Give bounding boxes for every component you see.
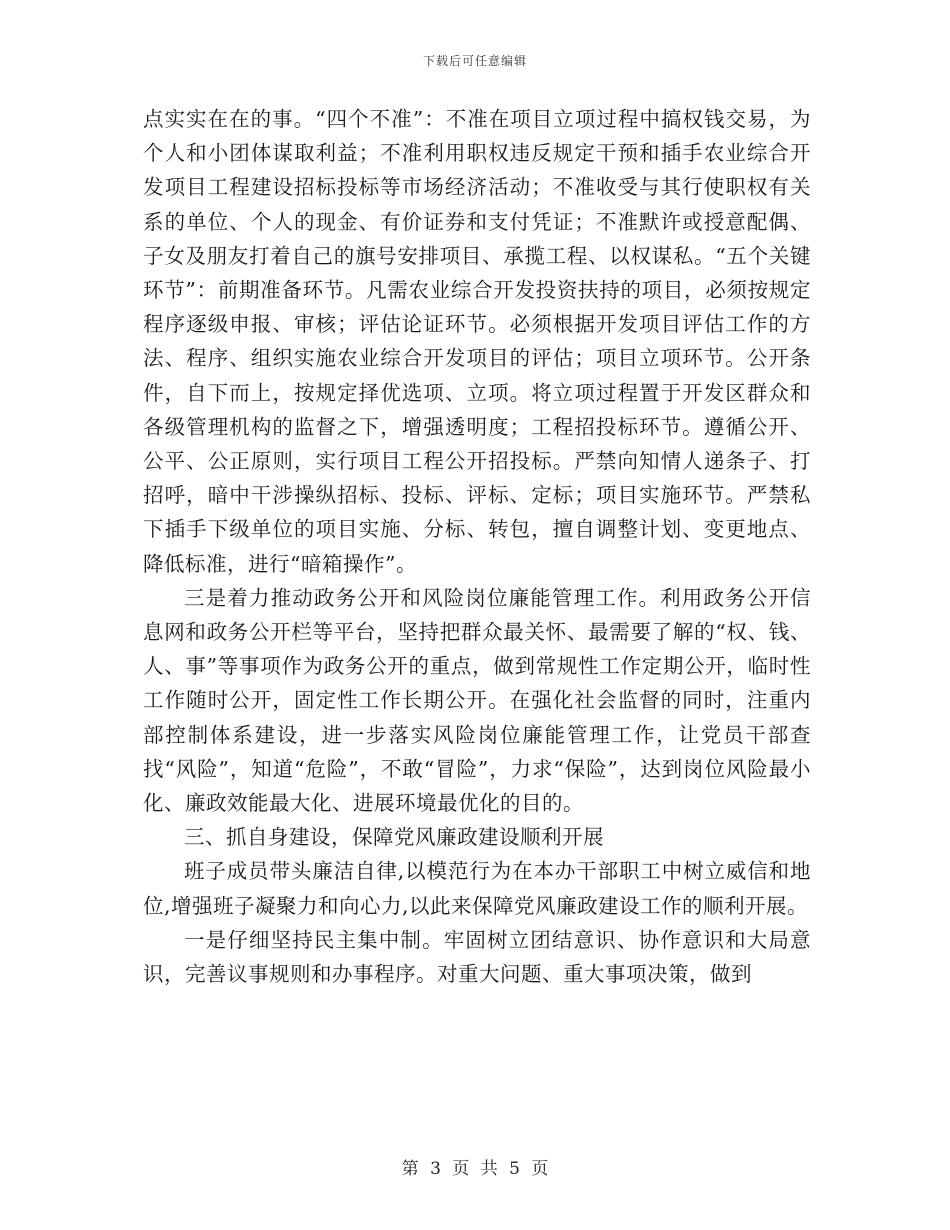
section-heading: 三、抓自身建设，保障党风廉政建设顺利开展 — [184, 825, 604, 850]
page-header: 下载后可任意编辑 — [422, 54, 527, 68]
body-paragraph-2: 三是着力推动政务公开和风险岗位廉能管理工作。利用政务公开信息网和政务公开栏等平台，坚持把群众最关怀、最需要了解的“权、钱、人、事”等事项作为政务公开的重点，做到常规性工作定期公开，临时性工作随时公开，固定性工作长期公开。在强化社会监督的同时，注重内部控制体系建设，进一步落实风险岗位廉能管理工作，让党员干部查找“风险”，知道“危险”，不敢“冒险”，力求“保险”，达到岗位风险最小化、廉政效能最大化、进展环境最优化的目的。 — [143, 585, 811, 816]
body-paragraph-1: 点实实在在的事。“四个不准”：不准在项目立项过程中搞权钱交易，为个人和小团体谋取利益；不准利用职权违反规定干预和插手农业综合开发项目工程建设招标投标等市场经济活动；不准收受与其行使职权有关系的单位、个人的现金、有价证券和支付凭证；不准默许或授意配偶、子女及朋友打着自己的旗号安排项目、承揽工程、以权谋私。“五个关键环节”：前期准备环节。凡需农业综合开发投资扶持的项目，必须按规定程序逐级申报、审核；评估论证环节。必须根据开发项目评估工作的方法、程序、组织实施农业综合开发项目的评估；项目立项环节。公开条件，自下而上，按规定择优选项、立项。将立项过程置于开发区群众和各级管理机构的监督之下，增强透明度；工程招投标环节。遵循公开、公平、公正原则，实行项目工程公开招投标。严禁向知情人递条子、打招呼，暗中干涉操纵招标、投标、评标、定标；项目实施环节。严禁私下插手下级单位的项目实施、分标、转包，擅自调整计划、变更地点、降低标准，进行“暗箱操作”。 — [143, 107, 811, 576]
document-body — [143, 102, 811, 991]
body-paragraph-3: 班子成员带头廉洁自律,以模范行为在本办干部职工中树立威信和地位,增强班子凝聚力和向心力,以此来保障党风廉政建设工作的顺利开展。 — [143, 859, 811, 918]
page-number-footer: 第 3 页 共 5 页 — [401, 1159, 549, 1179]
body-paragraph-4: 一是仔细坚持民主集中制。牢固树立团结意识、协作意识和大局意识，完善议事规则和办事程序。对重大问题、重大事项决策，做到 — [143, 927, 811, 987]
